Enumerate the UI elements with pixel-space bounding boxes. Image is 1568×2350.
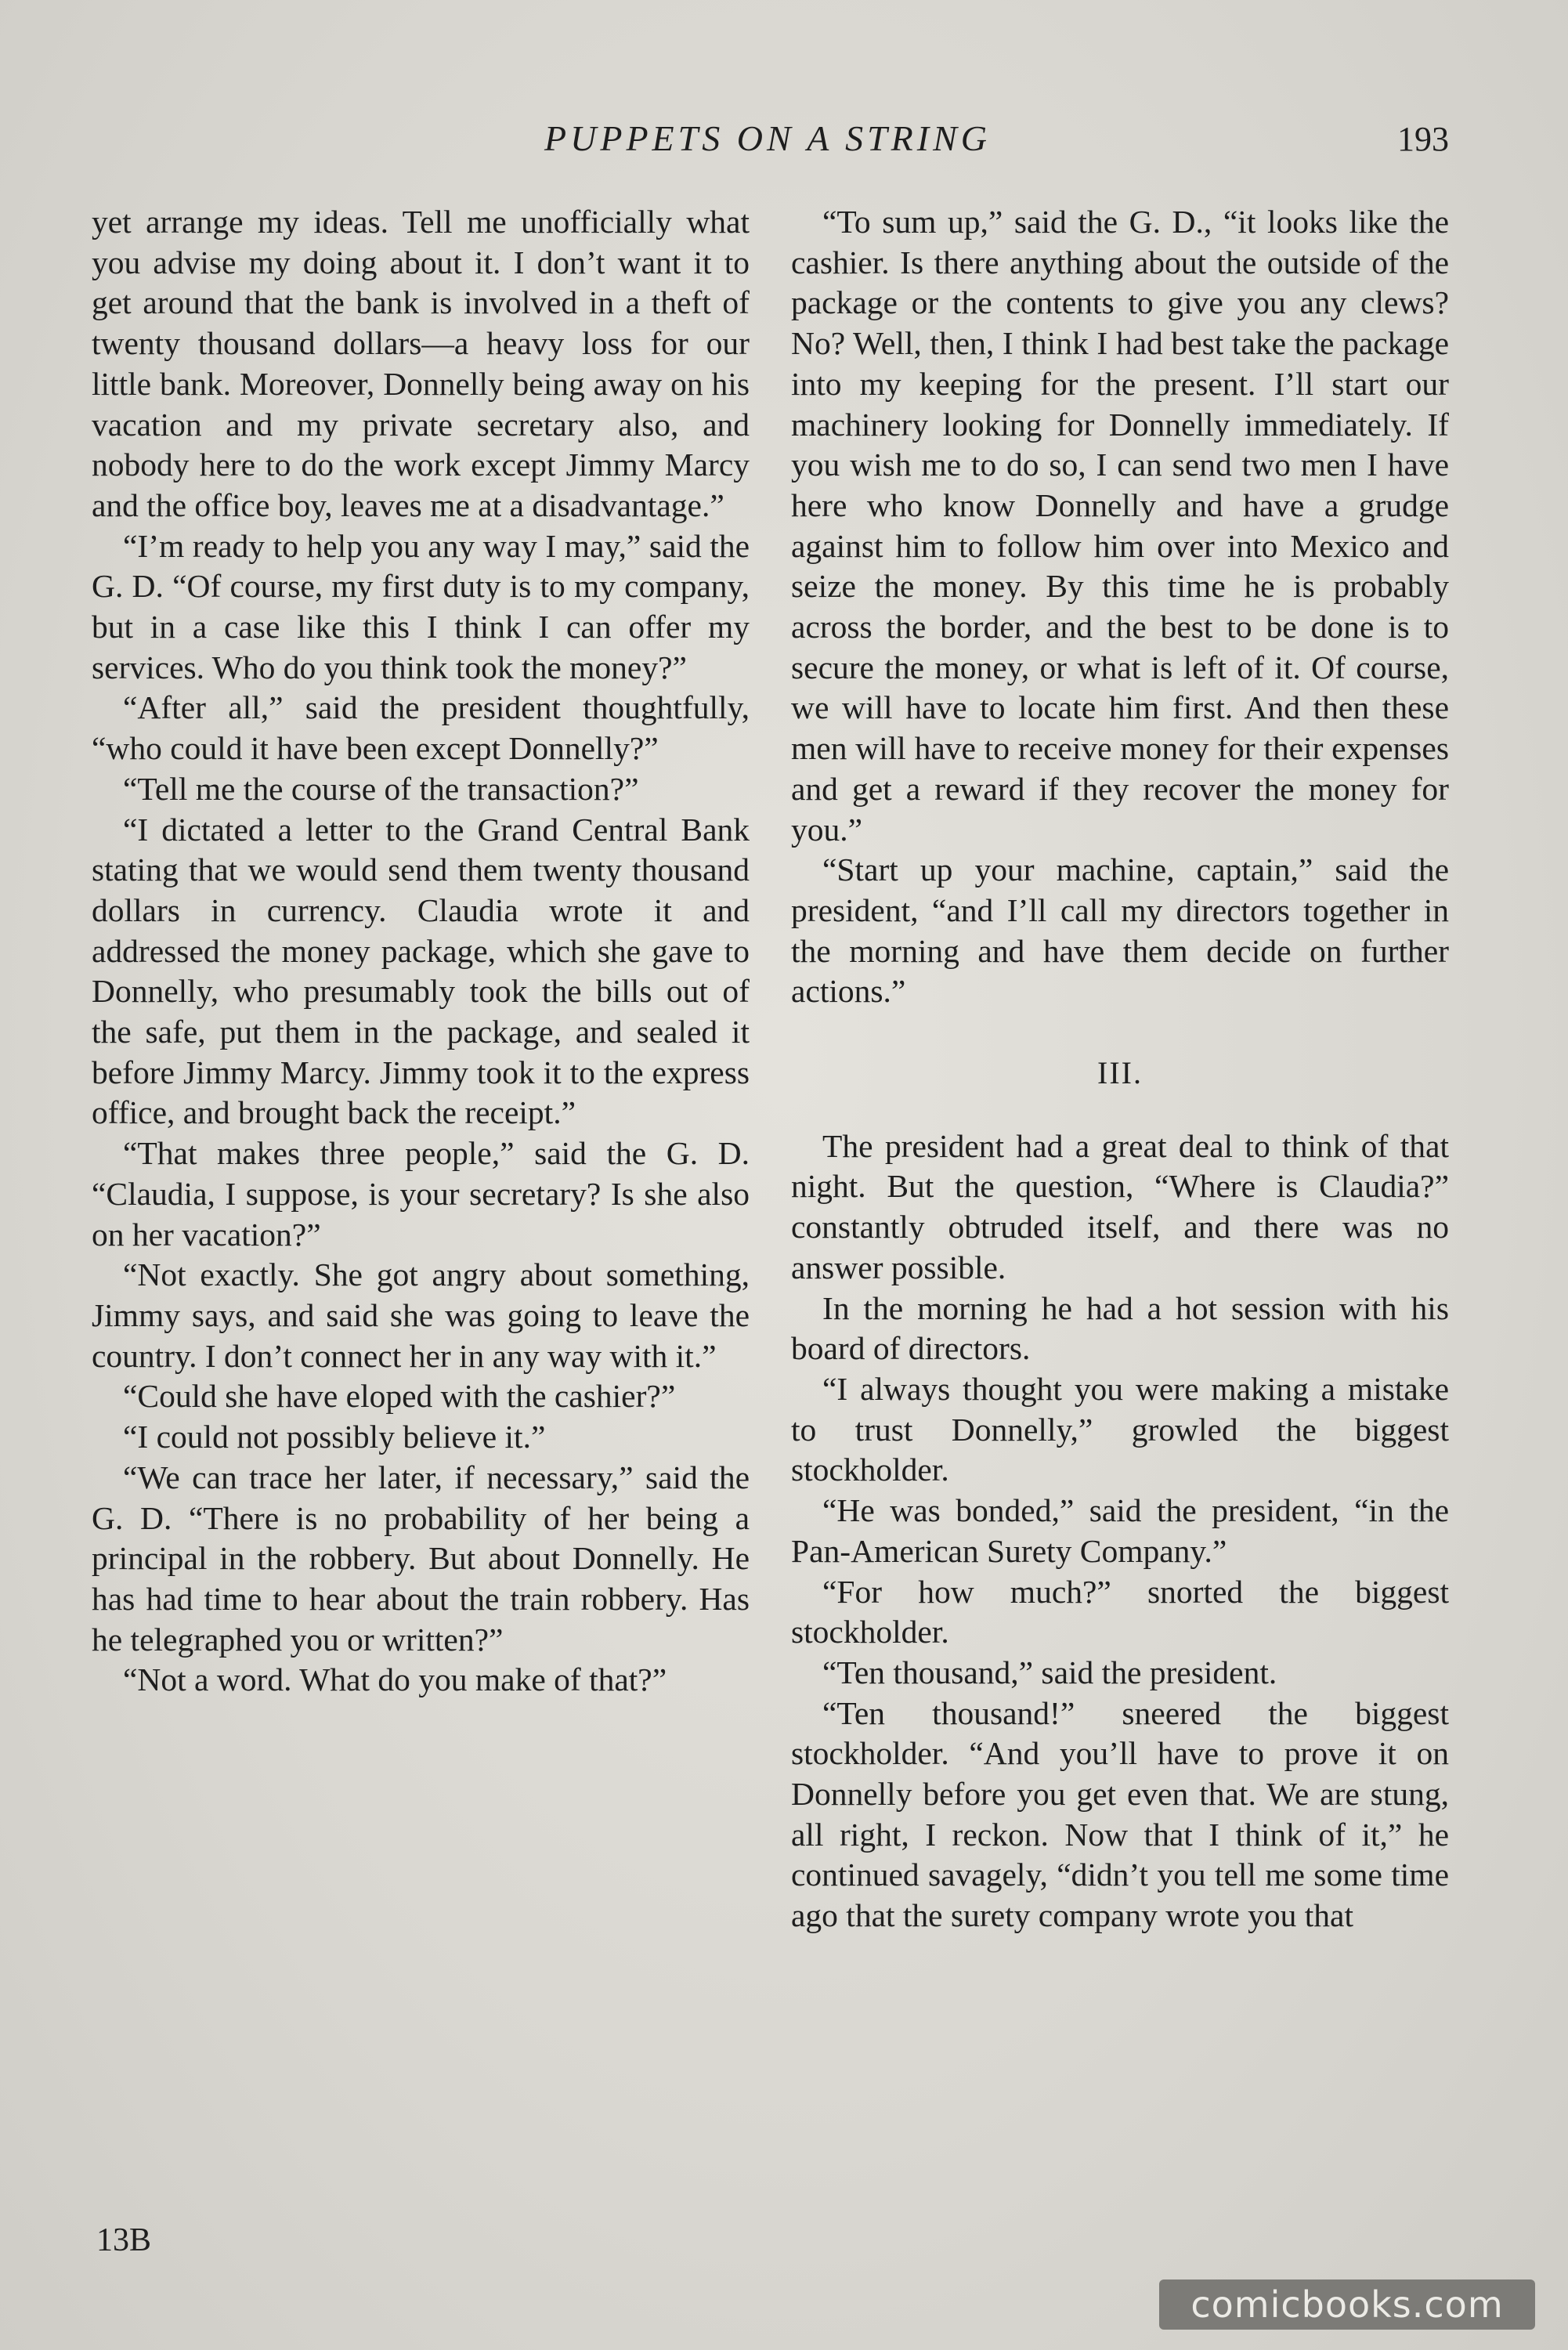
- paragraph: “We can trace her later, if necessary,” said the G. D. “There is no probability of her being a principal in the robbery. But about Donnelly. He has had time to hear about the train robbery. Has he telegraphed you or written?”: [92, 1459, 750, 1658]
- page-header: [86, 118, 1449, 172]
- paragraph: “To sum up,” said the G. D., “it looks like the cashier. Is there anything about the outside of the package or the contents to give you any clews? No? Well, then, I think I had best take the package into my keeping for the present. I’ll start our machinery looking for Donnelly immediately. If you wish me to do so, I can send two men I have here who know Donnelly and have a grudge against him to follow him over into Mexico and seize the money. By this time he is probably across the border, and the best to be done is to secure the money, or what is left of it. Of course, we will have to locate him first. And then these men will have to receive money for their expenses and get a reward if they recover the money for you.”: [791, 204, 1449, 848]
- watermark: [1159, 2280, 1535, 2330]
- paragraph: yet arrange my ideas. Tell me unofficially what you advise my doing about it. I don’t want it to get around that the bank is involved in a theft of twenty thousand dollars—a heavy loss for our little bank. Moreover, Donnelly being away on his vacation and my private secretary also, and nobody here to do the work except Jimmy Marcy and the office boy, leaves me at a disadvantage.”: [92, 204, 750, 523]
- paragraph: “I could not possibly believe it.”: [123, 1419, 546, 1455]
- signature-mark: 13B: [96, 2222, 152, 2258]
- running-title: PUPPETS ON A STRING: [544, 118, 991, 158]
- paragraph: “That makes three people,” said the G. D. “Claudia, I suppose, is your secretary? Is she also on her vacation?”: [92, 1135, 750, 1253]
- paragraph: “I dictated a letter to the Grand Central Bank stating that we would send them twenty thousand dollars in currency. Claudia wrote it and addressed the money package, which she gave to Donnelly, who presumably took the bills out of the safe, put them in the package, and sealed it before Jimmy Marcy. Jimmy took it to the express office, and brought back the receipt.”: [92, 811, 750, 1131]
- paragraph: “Ten thousand!” sneered the biggest stockholder. “And you’ll have to prove it on Donnelly before you get even that. We are stung, all right, I reckon. Now that I think of it,” he continued savagely, “didn’t you tell me some time ago that the surety company wrote you that: [791, 1694, 1449, 1934]
- right-column: [791, 202, 1449, 1936]
- paragraph: “He was bonded,” said the president, “in the Pan-American Surety Company.”: [791, 1492, 1449, 1569]
- paragraph: “Start up your machine, captain,” said the president, “and I’ll call my directors together in the morning and have them decide on further actions.”: [791, 851, 1449, 1010]
- paragraph: “Tell me the course of the transaction?”: [123, 770, 639, 807]
- paragraph: “Ten thousand,” said the president.: [822, 1654, 1277, 1690]
- paragraph: “After all,” said the president thoughtfully, “who could it have been except Donnelly?”: [92, 689, 750, 767]
- left-column: [92, 202, 750, 1701]
- paragraph: The president had a great deal to think of that night. But the question, “Where is Claudia?” constantly obtruded itself, and there was no answer possible.: [791, 1127, 1449, 1285]
- paragraph: “Not a word. What do you make of that?”: [123, 1661, 667, 1698]
- paragraph: “I always thought you were making a mistake to trust Donnelly,” growled the biggest stockholder.: [791, 1370, 1449, 1488]
- paragraph: “I’m ready to help you any way I may,” said the G. D. “Of course, my first duty is to my company, but in a case like this I think I can offer my services. Who do you think took the money?”: [92, 527, 750, 685]
- paragraph: “Could she have eloped with the cashier?”: [123, 1378, 676, 1415]
- paragraph: “For how much?” snorted the biggest stockholder.: [791, 1573, 1449, 1650]
- page-number: 193: [1397, 120, 1449, 158]
- section-heading: III.: [1097, 1055, 1143, 1091]
- paragraph: “Not exactly. She got angry about something, Jimmy says, and said she was going to leave the country. I don’t connect her in any way with it.”: [92, 1256, 750, 1374]
- paragraph: In the morning he had a hot session with his board of directors.: [791, 1289, 1449, 1367]
- watermark-text: comicbooks.com: [1190, 2283, 1504, 2326]
